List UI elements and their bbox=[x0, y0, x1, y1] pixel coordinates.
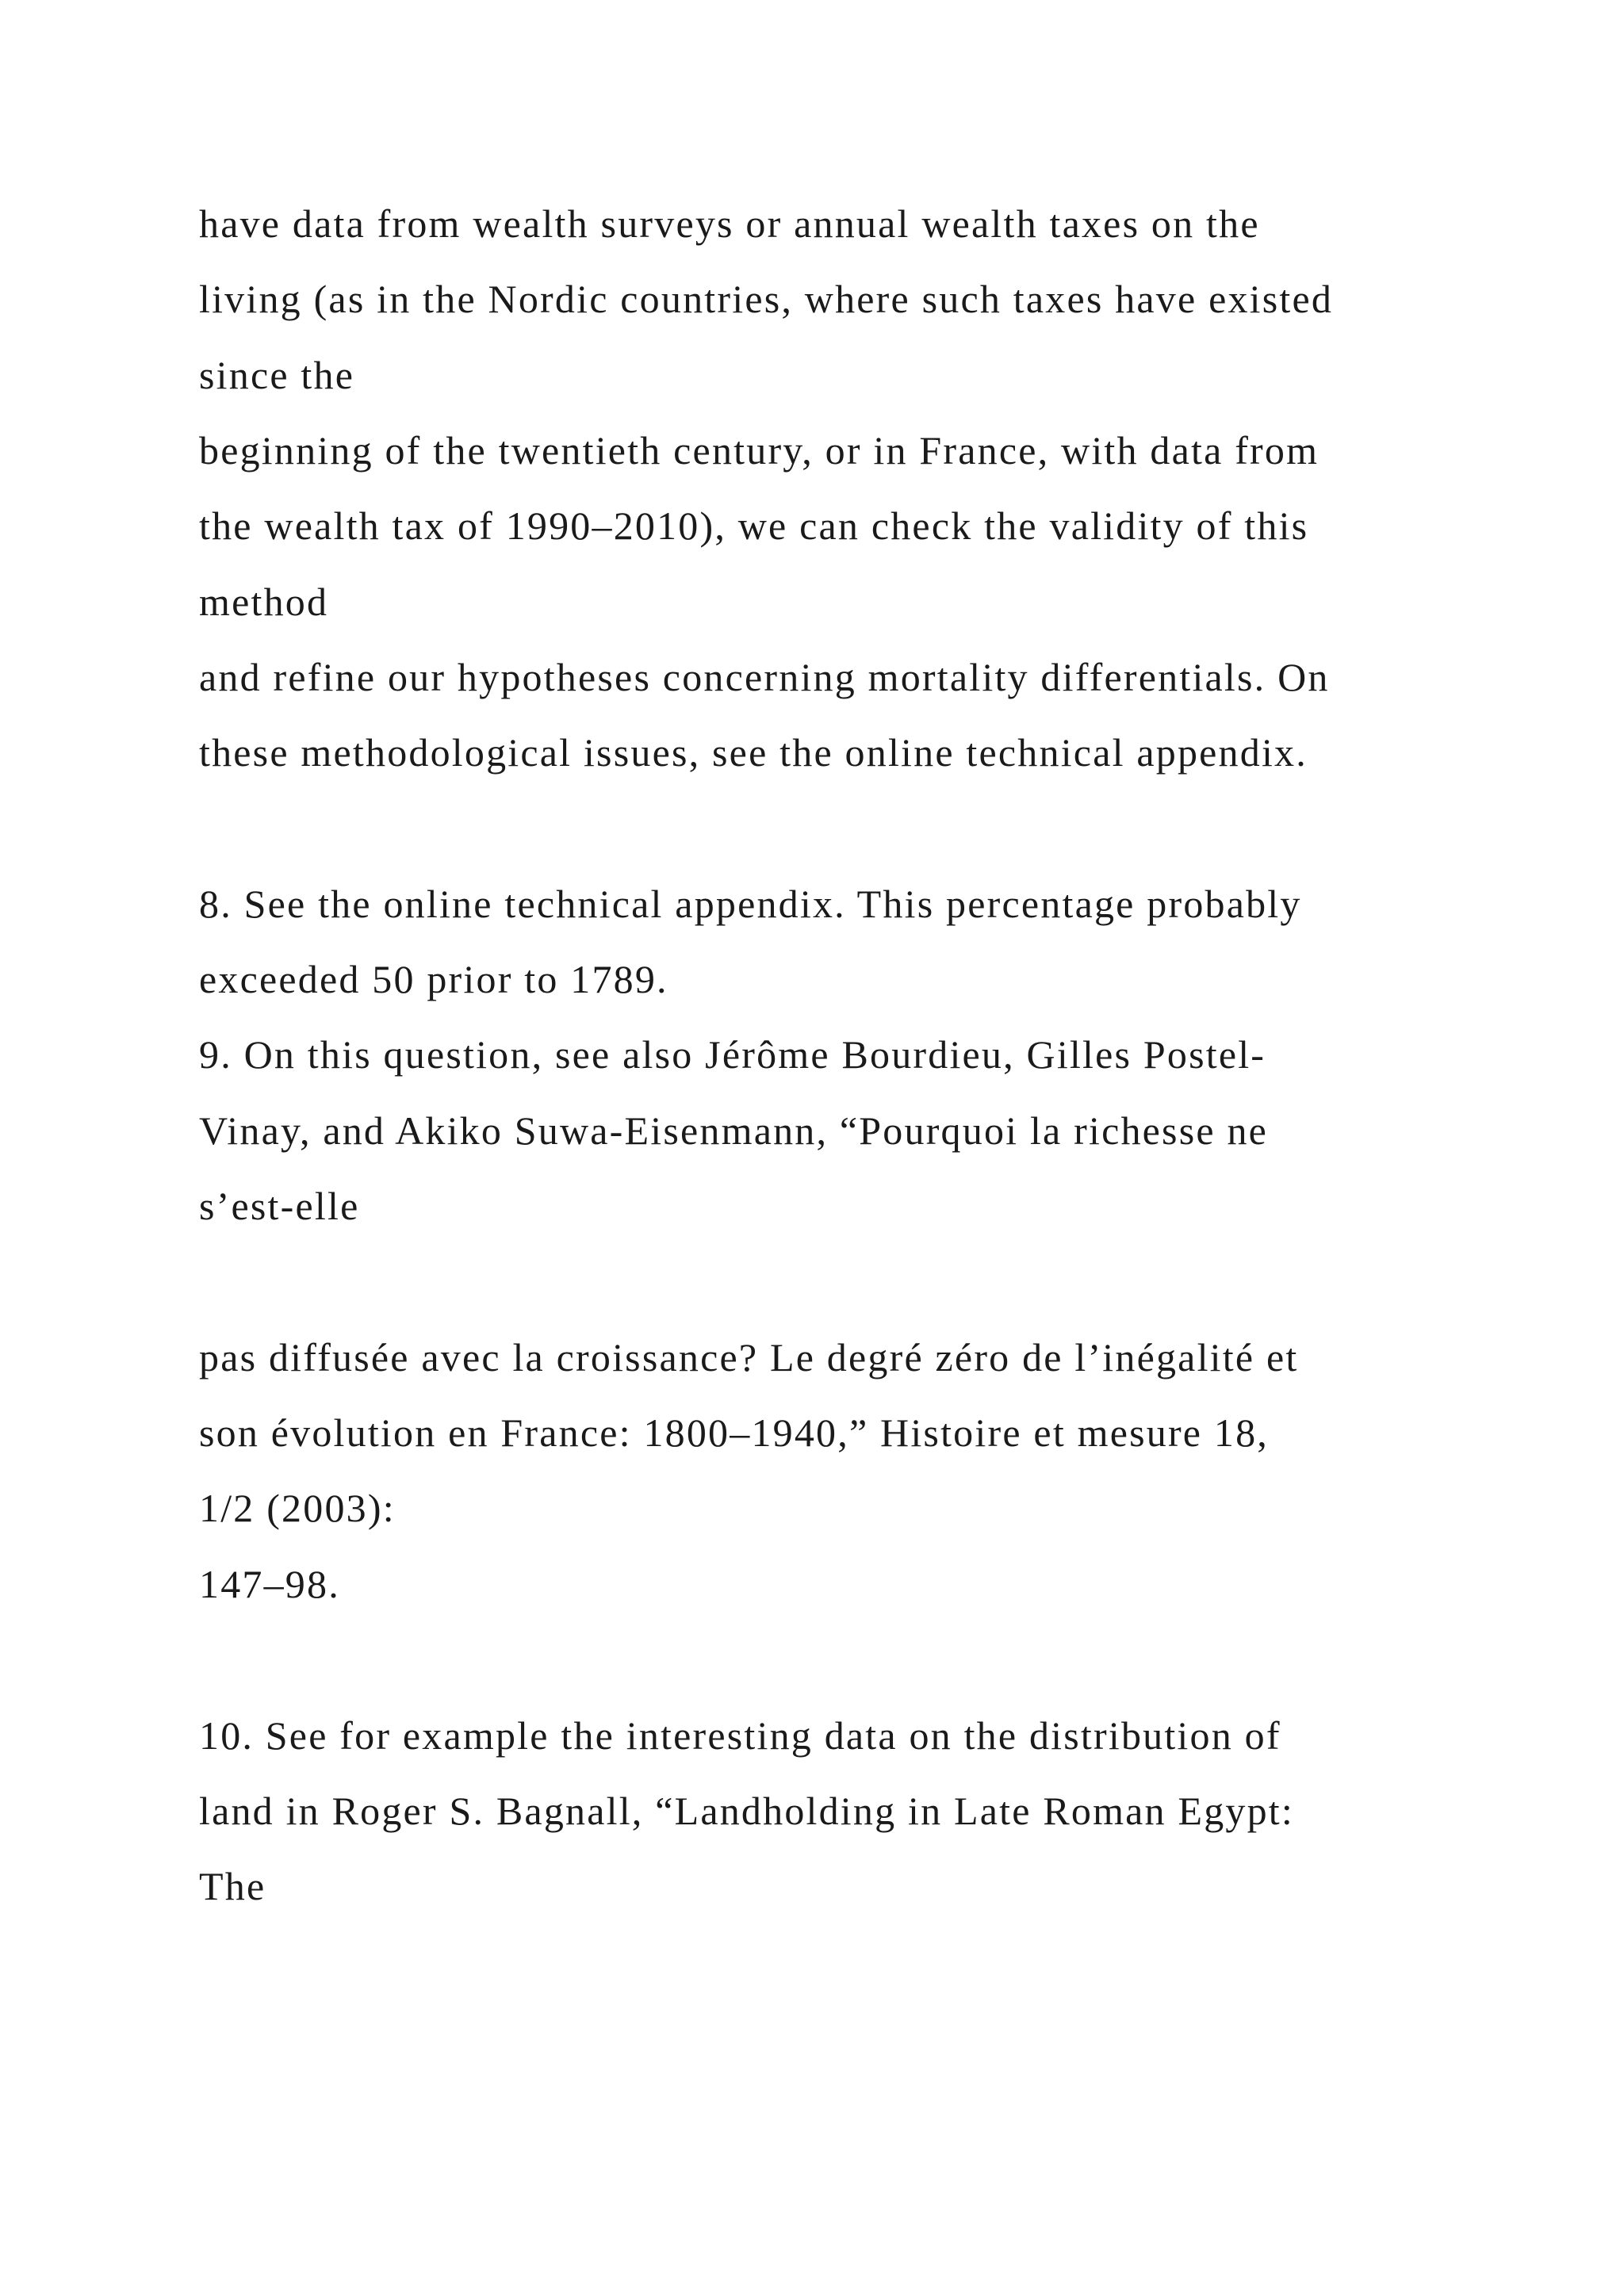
text-line: have data from wealth surveys or annual wealth taxes on the bbox=[199, 201, 1260, 246]
footnote-9-line: s’est-elle bbox=[199, 1184, 360, 1228]
footnote-9-line: pas diffusée avec la croissance? Le degré zéro de l’inégalité et bbox=[199, 1335, 1299, 1380]
footnote-10-line: land in Roger S. Bagnall, “Landholding in Late Roman Egypt: bbox=[199, 1789, 1294, 1833]
text-line: and refine our hypotheses concerning mortality differentials. On bbox=[199, 655, 1330, 699]
footnote-10-line: The bbox=[199, 1864, 266, 1908]
footnote-9-line: 1/2 (2003): bbox=[199, 1486, 396, 1530]
text-line: since the bbox=[199, 353, 355, 397]
footnote-9-line: 147–98. bbox=[199, 1562, 340, 1606]
footnote-9-line: 9. On this question, see also Jérôme Bourdieu, Gilles Postel- bbox=[199, 1032, 1266, 1077]
footnote-8-line: 8. See the online technical appendix. This percentage probably bbox=[199, 882, 1302, 926]
footnote-10-line: 10. See for example the interesting data on the distribution of bbox=[199, 1713, 1281, 1758]
text-line: method bbox=[199, 580, 329, 624]
footnote-8-line: exceeded 50 prior to 1789. bbox=[199, 957, 668, 1001]
text-line: the wealth tax of 1990–2010), we can check the validity of this bbox=[199, 503, 1309, 548]
footnote-9-line: son évolution en France: 1800–1940,” Histoire et mesure 18, bbox=[199, 1410, 1269, 1455]
footnote-9-line: Vinay, and Akiko Suwa-Eisenmann, “Pourquoi la richesse ne bbox=[199, 1108, 1269, 1153]
text-line: these methodological issues, see the online technical appendix. bbox=[199, 730, 1308, 775]
text-line: beginning of the twentieth century, or in France, with data from bbox=[199, 428, 1320, 473]
text-line: living (as in the Nordic countries, where such taxes have existed bbox=[199, 277, 1334, 321]
